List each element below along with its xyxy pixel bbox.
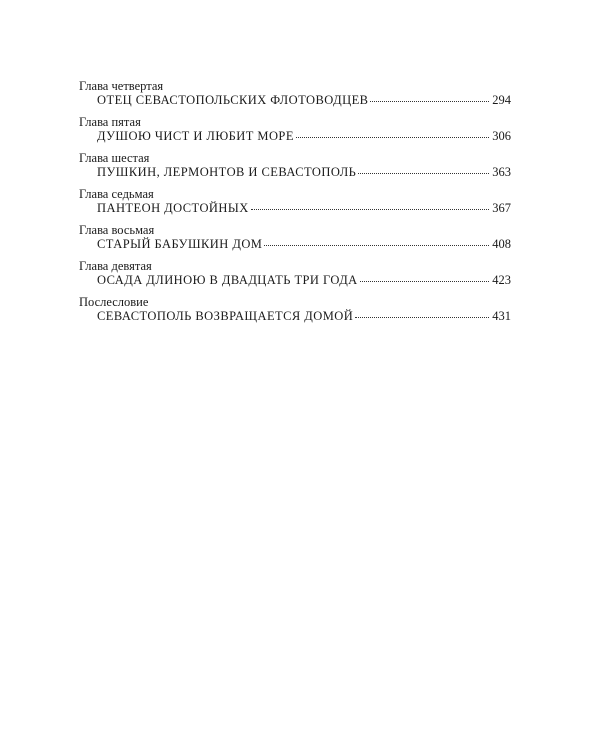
- toc-entry: [79, 295, 511, 324]
- table-of-contents: [79, 79, 511, 331]
- chapter-label: Глава девятая: [79, 259, 152, 273]
- page-number: 363: [492, 165, 511, 179]
- chapter-label: Послесловие: [79, 295, 149, 309]
- page-number: 423: [492, 273, 511, 287]
- toc-entry: [79, 259, 511, 288]
- page-number: 431: [492, 309, 511, 323]
- chapter-label: Глава седьмая: [79, 187, 154, 201]
- dot-leader: [251, 209, 490, 210]
- chapter-title: ОСАДА ДЛИНОЮ В ДВАДЦАТЬ ТРИ ГОДА: [97, 273, 358, 287]
- toc-line: [79, 309, 511, 324]
- page-number: 408: [492, 237, 511, 251]
- dot-leader: [370, 101, 489, 102]
- toc-entry: [79, 223, 511, 252]
- chapter-title: ПАНТЕОН ДОСТОЙНЫХ: [97, 201, 249, 215]
- chapter-title: СТАРЫЙ БАБУШКИН ДОМ: [97, 237, 263, 251]
- chapter-label: Глава пятая: [79, 115, 141, 129]
- chapter-label: Глава шестая: [79, 151, 150, 165]
- toc-entry: [79, 187, 511, 216]
- page-number: 306: [492, 129, 511, 143]
- toc-entry: [79, 115, 511, 144]
- chapter-title: ОТЕЦ СЕВАСТОПОЛЬСКИХ ФЛОТОВОДЦЕВ: [97, 93, 369, 107]
- page-number: 367: [492, 201, 511, 215]
- toc-line: [79, 237, 511, 252]
- toc-line: [79, 201, 511, 216]
- toc-entry: [79, 151, 511, 180]
- dot-leader: [264, 245, 489, 246]
- dot-leader: [358, 173, 489, 174]
- chapter-title: СЕВАСТОПОЛЬ ВОЗВРАЩАЕТСЯ ДОМОЙ: [97, 309, 354, 323]
- toc-line: [79, 93, 511, 108]
- dot-leader: [360, 281, 490, 282]
- toc-entry: [79, 79, 511, 108]
- dot-leader: [296, 137, 489, 138]
- chapter-title: ДУШОЮ ЧИСТ И ЛЮБИТ МОРЕ: [97, 129, 294, 143]
- chapter-label: Глава четвертая: [79, 79, 164, 93]
- page-number: 294: [492, 93, 511, 107]
- toc-line: [79, 129, 511, 144]
- chapter-label: Глава восьмая: [79, 223, 155, 237]
- dot-leader: [355, 317, 489, 318]
- toc-line: [79, 165, 511, 180]
- chapter-title: ПУШКИН, ЛЕРМОНТОВ И СЕВАСТОПОЛЬ: [97, 165, 357, 179]
- toc-line: [79, 273, 511, 288]
